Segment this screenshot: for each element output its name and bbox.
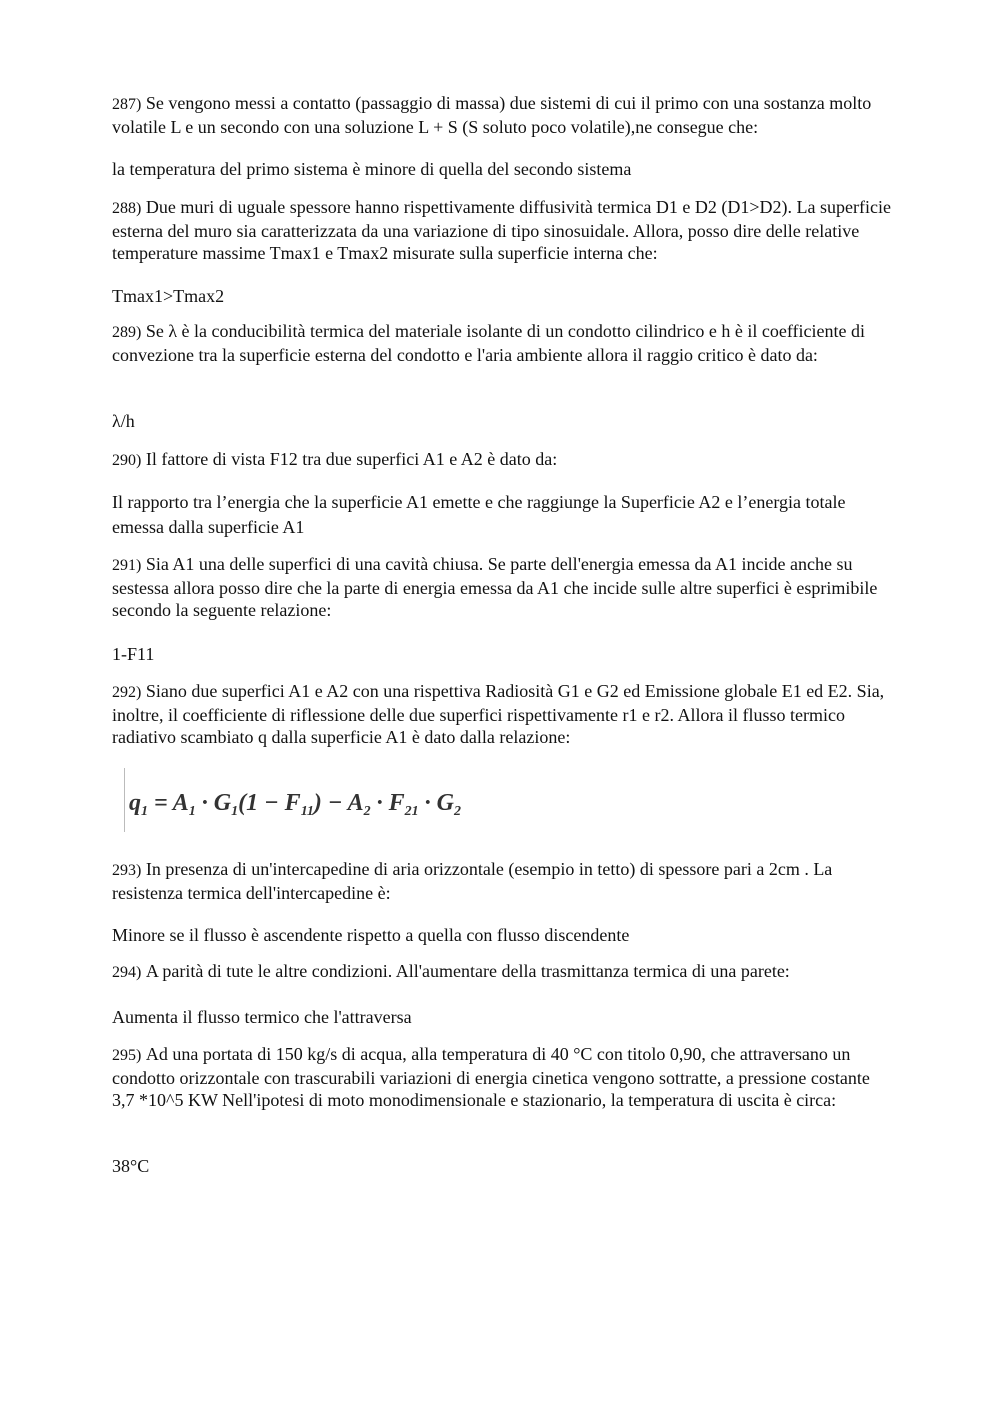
question-290 (112, 448, 892, 472)
question-number: 295) (112, 1047, 142, 1064)
question-291 (112, 553, 892, 621)
question-number: 293) (112, 862, 142, 879)
question-294 (112, 960, 892, 984)
answer-288: Tmax1>Tmax2 (112, 286, 225, 306)
answer-287: la temperatura del primo sistema è minore di quella del secondo sistema (112, 159, 632, 179)
question-number: 290) (112, 452, 142, 469)
answer-290: Il rapporto tra l’energia che la superficie A1 emette e che raggiunge la Superficie A2 e l’energia totale emessa dalla superficie A1 (112, 492, 846, 537)
answer-293: Minore se il flusso è ascendente rispetto a quella con flusso discendente (112, 925, 630, 945)
question-289 (112, 320, 892, 366)
question-number: 288) (112, 200, 142, 217)
svg-text:q1 = A1 · G1(1 − F11) − A2 · F: $q_1 = A_1 \cdot G_1(1 - F_{11}) - A_2 \cdot F_{21} \cdot G_2$ (129, 790, 461, 819)
answer-294: Aumenta il flusso termico che l'attraversa (112, 1007, 412, 1027)
question-number: 289) (112, 324, 142, 341)
question-text: Due muri di uguale spessore hanno rispettivamente diffusività termica D1 e D2 (D1>D2). La superficie esterna del muro sia caratterizzata da una variazione di tipo sinosuidale. Allora, posso dire delle relative temperature massime Tmax1 e Tmax2 misurate sulla superficie interna che: (112, 197, 891, 263)
answer-291: 1-F11 (112, 644, 155, 664)
question-text: Se vengono messi a contatto (passaggio di massa) due sistemi di cui il primo con una sostanza molto volatile L e un secondo con una soluzione L + S (S soluto poco volatile),ne consegue che: (112, 93, 872, 137)
question-text: Siano due superfici A1 e A2 con una rispettiva Radiosità G1 e G2 ed Emissione globale E1 ed E2. Sia, inoltre, il coefficiente di riflessione delle due superfici rispettivamente r1 e r2. Allora il flusso termico radiativo scambiato q dalla superficie A1 è dato dalla relazione: (112, 681, 885, 747)
question-293 (112, 858, 892, 904)
question-295 (112, 1043, 892, 1111)
answer-289: λ/h (112, 411, 135, 431)
question-number: 292) (112, 684, 142, 701)
question-text: A parità di tute le altre condizioni. All'aumentare della trasmittanza termica di una parete: (145, 961, 790, 981)
question-text: In presenza di un'intercapedine di aria orizzontale (esempio in tetto) di spessore pari a 2cm . La resistenza termica dell'intercapedine è: (112, 859, 833, 903)
question-text: Ad una portata di 150 kg/s di acqua, alla temperatura di 40 °C con titolo 0,90, che attraversano un condotto orizzontale con trascurabili variazioni di energia cinetica vengono sottratte, a pressione costante 3,7 *10^5 KW Nell'ipotesi di moto monodimensionale e stazionario, la temperatura di uscita è circa: (112, 1044, 870, 1110)
answer-295: 38°C (112, 1156, 150, 1176)
question-287 (112, 92, 892, 138)
question-text: Se λ è la conducibilità termica del materiale isolante di un condotto cilindrico e h è il coefficiente di convezione tra la superficie esterna del condotto e l'aria ambiente allora il raggio critico è dato da: (112, 321, 865, 365)
question-number: 294) (112, 964, 142, 981)
formula-graphic (125, 768, 485, 832)
question-text: Sia A1 una delle superfici di una cavità chiusa. Se parte dell'energia emessa da A1 incide anche su sestessa allora posso dire che la parte di energia emessa da A1 che incide sulle altre superfici è esprimibile secondo la seguente relazione: (112, 554, 878, 620)
radiative-flux-formula-image (124, 768, 485, 832)
question-288 (112, 196, 892, 264)
question-292 (112, 680, 892, 748)
question-number: 291) (112, 557, 142, 574)
question-text: Il fattore di vista F12 tra due superfici A1 e A2 è dato da: (145, 449, 558, 469)
question-number: 287) (112, 96, 142, 113)
